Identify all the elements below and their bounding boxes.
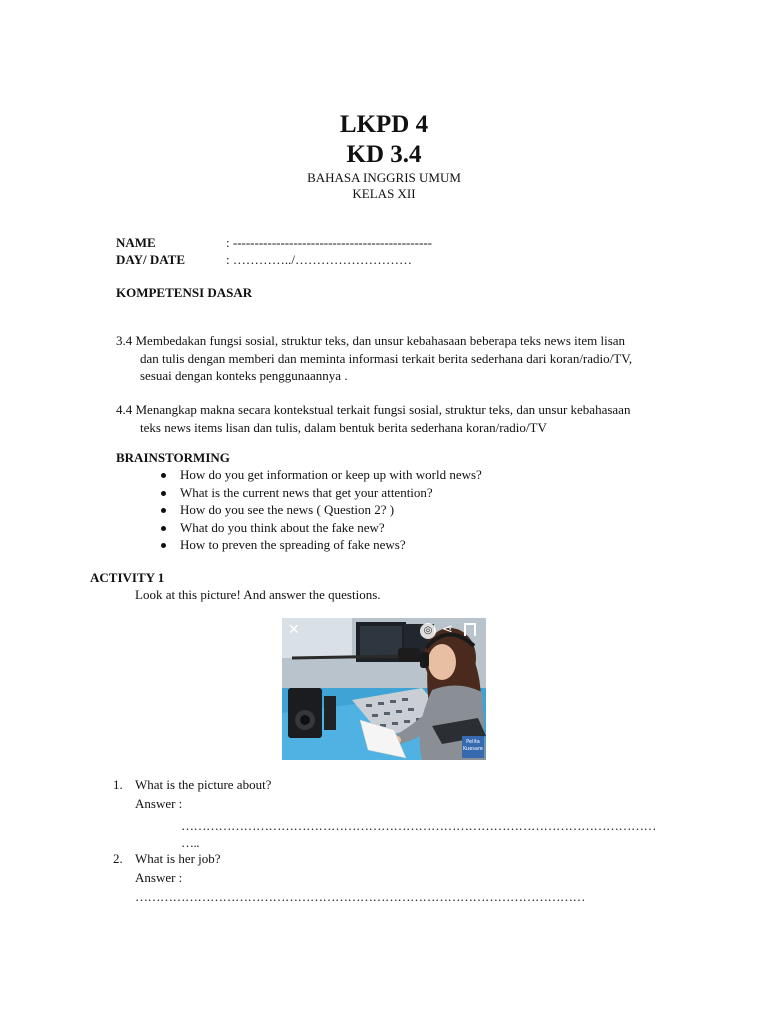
activity-instruction: Look at this picture! And answer the questions. bbox=[135, 587, 381, 602]
question-1-text: What is the picture about? bbox=[135, 777, 272, 792]
kd-3-4-paragraph bbox=[116, 332, 696, 385]
document-title: LKPD 4 bbox=[339, 111, 429, 138]
kd-4-4-paragraph bbox=[116, 401, 696, 436]
list-item: How to preven the spreading of fake news? bbox=[158, 536, 482, 554]
kd-3-4-line-1: 3.4 Membedakan fungsi sosial, struktur teks, dan unsur kebahasaan beberapa teks news item lisan bbox=[116, 333, 626, 348]
question-2-text: What is her job? bbox=[135, 851, 221, 866]
document-subtitle: KD 3.4 bbox=[346, 141, 422, 168]
question-1-answer-label: Answer : bbox=[135, 796, 183, 811]
question-1-answer-line[interactable]: …………………………………………………………………………………………………… bbox=[181, 818, 656, 833]
kd-4-4-line-2: teks news items lisan dan tulis, dalam bentuk berita sederhana koran/radio/TV bbox=[140, 419, 547, 435]
bullet-icon bbox=[161, 526, 166, 531]
source-badge: Pelita Kuesare bbox=[462, 736, 484, 758]
activity-heading: ACTIVITY 1 bbox=[90, 570, 165, 585]
name-label: NAME bbox=[116, 235, 156, 250]
bullet-icon bbox=[161, 473, 166, 478]
list-item: What is the current news that get your attention? bbox=[158, 484, 482, 502]
date-label: DAY/ DATE bbox=[116, 252, 185, 267]
photo-illustration bbox=[282, 618, 486, 760]
brainstorming-list bbox=[158, 466, 482, 554]
bookmark-icon[interactable] bbox=[464, 623, 476, 636]
list-item: What do you think about the fake new? bbox=[158, 519, 482, 537]
subject-label: BAHASA INGGRIS UMUM bbox=[307, 170, 461, 185]
bullet-icon bbox=[161, 491, 166, 496]
name-field[interactable]: : ---------------------------------------------- bbox=[226, 235, 433, 250]
brainstorming-heading: BRAINSTORMING bbox=[116, 450, 230, 465]
class-label: KELAS XII bbox=[352, 186, 416, 201]
date-field[interactable]: : …………../……………………… bbox=[226, 252, 412, 267]
list-item: How do you get information or keep up with world news? bbox=[158, 466, 482, 484]
list-item: How do you see the news ( Question 2? ) bbox=[158, 501, 482, 519]
question-1-number: 1. bbox=[113, 777, 123, 792]
question-2-answer-line[interactable]: ……………………………………………………………………………………………… bbox=[135, 889, 585, 904]
radio-studio-photo bbox=[282, 618, 486, 760]
question-2-number: 2. bbox=[113, 851, 123, 866]
kd-3-4-line-3: sesuai dengan konteks penggunaannya . bbox=[140, 368, 348, 383]
bullet-icon bbox=[161, 543, 166, 548]
share-icon[interactable]: ⋖ bbox=[442, 622, 453, 637]
bullet-icon bbox=[161, 508, 166, 513]
kd-4-4-line-1: 4.4 Menangkap makna secara kontekstual terkait fungsi sosial, struktur teks, dan unsur kebahasaan bbox=[116, 402, 631, 417]
close-icon[interactable]: ✕ bbox=[288, 622, 300, 638]
lens-icon[interactable]: ◎ bbox=[420, 623, 436, 639]
question-1-answer-line-cont[interactable]: ….. bbox=[181, 835, 199, 850]
kd-3-4-line-2: dan tulis dengan memberi dan meminta informasi terkait berita sederhana dari koran/radio/TV, bbox=[140, 350, 633, 366]
question-2-answer-label: Answer : bbox=[135, 870, 183, 885]
kompetensi-heading: KOMPETENSI DASAR bbox=[116, 285, 253, 300]
